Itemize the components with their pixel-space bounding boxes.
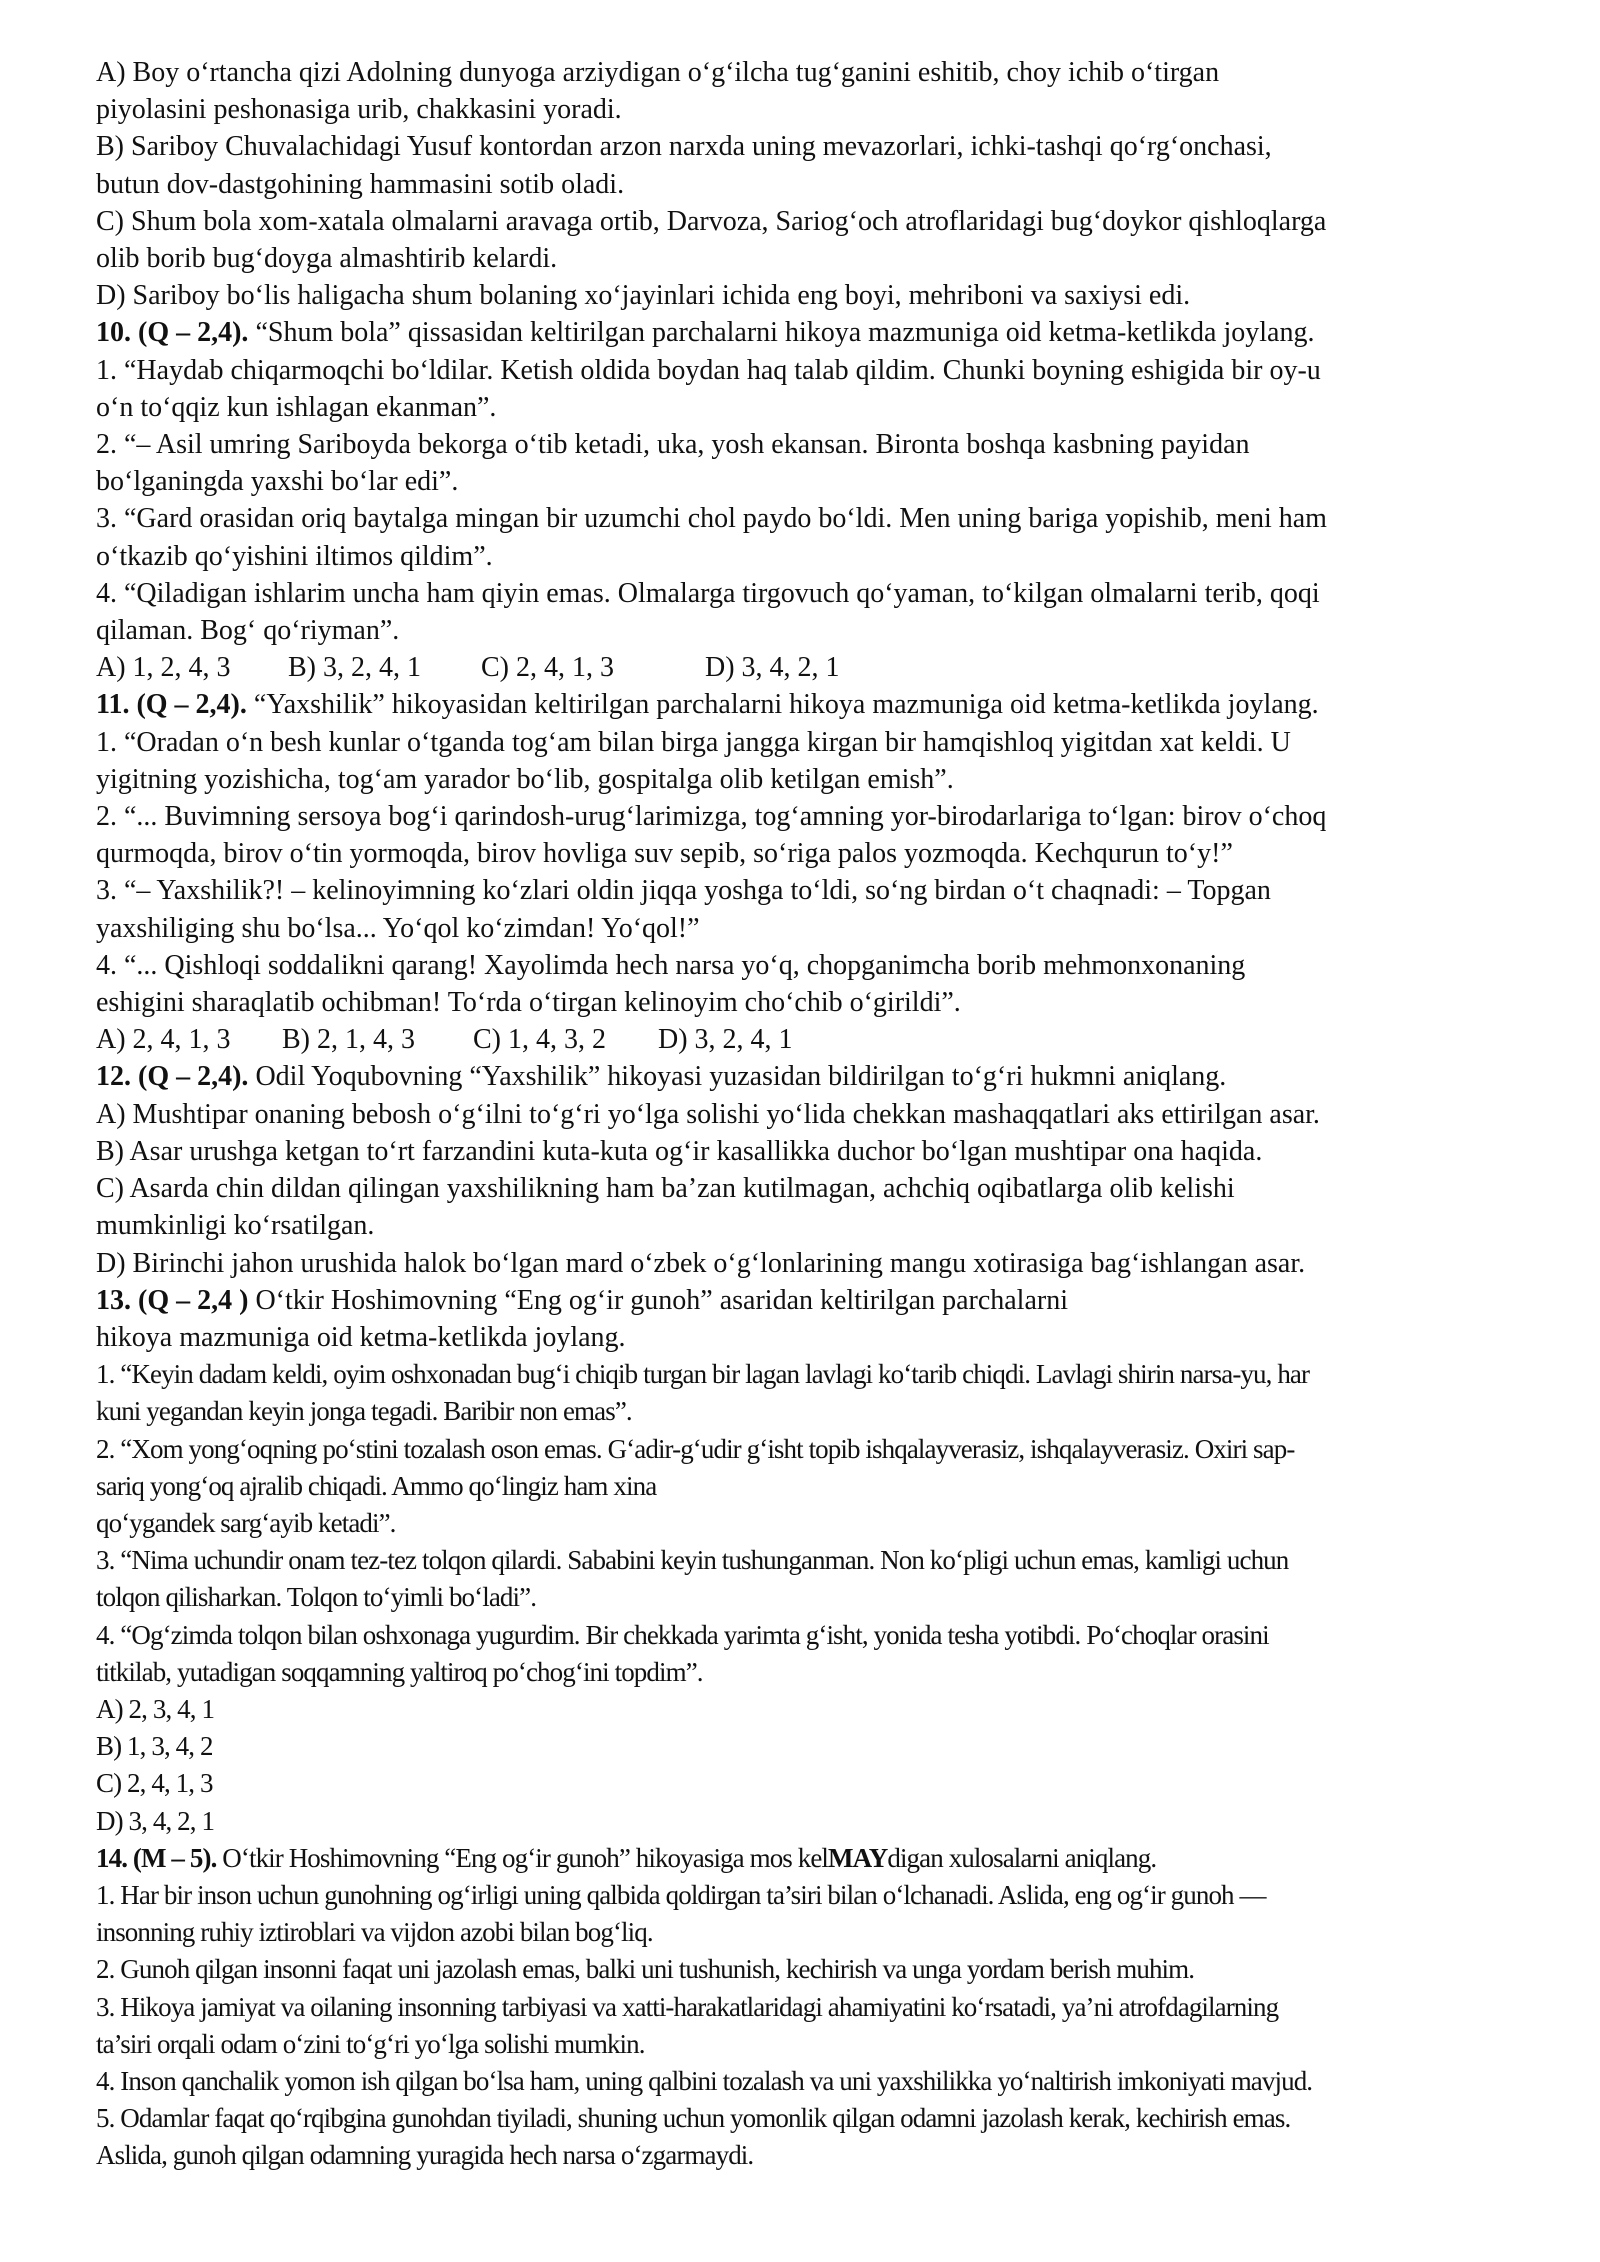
text-line: titkilab, yutadigan soqqamning yaltiroq po‘chog‘ini topdim”. (96, 1656, 703, 1687)
text-line: qo‘ygandek sarg‘ayib ketadi”. (96, 1507, 396, 1538)
answer-option-b: B) 1, 3, 4, 2 (96, 1731, 213, 1762)
question-heading (96, 686, 1516, 723)
question-number: 14. (M – 5). (96, 1842, 217, 1873)
text-line: C) Shum bola xom-xatala olmalarni aravaga ortib, Darvoza, Sariog‘och atroflaridagi bug‘doykor qishloqlarga (96, 205, 1327, 237)
text-line: 5. Odamlar faqat qo‘rqibgina gunohdan tiyiladi, shuning uchun yomonlik qilgan odamni jazolash kerak, kechirish emas. (96, 2103, 1291, 2134)
q9-options (96, 54, 1516, 314)
passage-item (96, 724, 1516, 798)
text-line: Aslida, gunoh qilgan odamning yuragida hech narsa o‘zgarmaydi. (96, 2140, 754, 2171)
question-text-end: digan xulosalarni aniqlang. (887, 1842, 1157, 1873)
text-line: 3. “Gard orasidan oriq baytalga mingan bir uzumchi chol paydo bo‘ldi. Men uning bariga yopishib, meni ham (96, 503, 1327, 535)
text-line: yaxshiliging shu bo‘lsa... Yo‘qol ko‘zimdan! Yo‘qol!” (96, 912, 700, 944)
passage-item (96, 1617, 1516, 1691)
answer-options (96, 1021, 1516, 1058)
question-text: Odil Yoqubovning “Yaxshilik” hikoyasi yuzasidan bildirilgan to‘g‘ri hukmni aniqlang. (248, 1061, 1227, 1093)
text-line: D) Birinchi jahon urushida halok bo‘lgan mard o‘zbek o‘g‘lonlarining mangu xotirasiga bag‘ishlangan asar. (96, 1247, 1306, 1279)
question-text: “Shum bola” qissasidan keltirilgan parchalarni hikoya mazmuniga oid ketma-ketlikda joylang. (248, 317, 1315, 349)
question-13 (96, 1282, 1516, 1840)
answer-option-d: D) 3, 4, 2, 1 (705, 652, 840, 684)
text-line: 2. Gunoh qilgan insonni faqat uni jazolash emas, balki uni tushunish, kechirish va unga yordam berish muhim. (96, 1954, 1195, 1985)
answer-option-c: C) 1, 4, 3, 2 (473, 1024, 606, 1056)
passage-item (96, 1431, 1516, 1543)
text-line: o‘tkazib qo‘yishini iltimos qildim”. (96, 540, 493, 572)
passage-item (96, 352, 1516, 426)
answer-option-b: B) 2, 1, 4, 3 (282, 1024, 415, 1056)
text-line: 1. Har bir inson uchun gunohning og‘irligi uning qalbida qoldirgan ta’siri bilan o‘lchanadi. Aslida, eng og‘ir gunoh — (96, 1879, 1266, 1910)
text-line: 4. “... Qishloqi soddalikni qarang! Xayolimda hech narsa yo‘q, chopganimcha borib mehmonxonaning (96, 949, 1246, 981)
text-line: ta’siri orqali odam o‘zini to‘g‘ri yo‘lga solishi mumkin. (96, 2028, 645, 2059)
text-line: 4. “Og‘zimda tolqon bilan oshxonaga yugurdim. Bir chekkada yarimta g‘isht, yonida tesha yotibdi. Po‘choqlar orasini (96, 1619, 1269, 1650)
text-line: 1. “Keyin dadam keldi, oyim oshxonadan bug‘i chiqib turgan bir lagan lavlagi ko‘tarib chiqdi. Lavlagi shirin narsa-yu, har (96, 1359, 1310, 1390)
passage-item (96, 1356, 1516, 1430)
text-line: C) Asarda chin dildan qilingan yaxshilikning ham ba’zan kutilmagan, achchiq oqibatlarga olib kelishi (96, 1173, 1235, 1205)
document-page (96, 54, 1516, 2175)
question-14 (96, 1840, 1516, 2175)
text-line: 3. “– Yaxshilik?! – kelinoyimning ko‘zlari oldin jiqqa yoshga to‘ldi, so‘ng birdan o‘t chaqnadi: – Topgan (96, 875, 1271, 907)
conclusion-item (96, 1989, 1516, 2063)
text-line: 1. “Haydab chiqarmoqchi bo‘ldilar. Ketish oldida boydan haq talab qildim. Chunki boyning eshigida bir oy-u (96, 354, 1321, 386)
passage-item (96, 872, 1516, 946)
question-number: 10. (Q – 2,4). (96, 317, 249, 349)
answer-option-d: D) 3, 2, 4, 1 (658, 1024, 793, 1056)
question-text: O‘tkir Hoshimovning “Eng og‘ir gunoh” asaridan keltirilgan parchalarni (248, 1284, 1068, 1316)
question-text-continued: hikoya mazmuniga oid ketma-ketlikda joylang. (96, 1321, 626, 1353)
text-line: 3. Hikoya jamiyat va oilaning insonning tarbiyasi va xatti-harakatlaridagi ahamiyatini ko‘rsatadi, ya’ni atrofdagilarning (96, 1991, 1279, 2022)
text-line: insonning ruhiy iztiroblari va vijdon azobi bilan bog‘liq. (96, 1917, 653, 1948)
q9-option-d (96, 277, 1516, 314)
text-line: mumkinligi ko‘rsatilgan. (96, 1210, 375, 1242)
text-line: 3. “Nima uchundir onam tez-tez tolqon qilardi. Sababini keyin tushunganman. Non ko‘pligi uchun emas, kamligi uchun (96, 1545, 1289, 1576)
text-line: 4. Inson qanchalik yomon ish qilgan bo‘lsa ham, uning qalbini tozalash va uni yaxshilikka yo‘naltirish imkoniyati mavjud. (96, 2065, 1313, 2096)
answer-option-d (96, 1245, 1516, 1282)
question-heading (96, 1840, 1516, 1877)
q9-option-b (96, 128, 1516, 202)
passage-item (96, 1542, 1516, 1616)
text-line: qurmoqda, birov o‘tin yormoqda, birov hovliga suv sepib, so‘riga palos yozmoqda. Kechqurun to‘y!” (96, 838, 1233, 870)
answer-option-a: A) 2, 4, 1, 3 (96, 1024, 231, 1056)
conclusion-item (96, 2100, 1516, 2174)
text-line: o‘n to‘qqiz kun ishlagan ekanman”. (96, 391, 497, 423)
answer-option-b: B) 3, 2, 4, 1 (288, 652, 421, 684)
answer-option-c: C) 2, 4, 1, 3 (96, 1768, 213, 1799)
text-line: 2. “– Asil umring Sariboyda bekorga o‘tib ketadi, uka, yosh ekansan. Bironta boshqa kasbning payidan (96, 429, 1250, 461)
question-heading (96, 1282, 1516, 1319)
text-line: 2. “Xom yong‘oqning po‘stini tozalash oson emas. G‘adir-g‘udir g‘isht topib ishqalayverasiz, ishqalayverasiz. Oxiri sap- (96, 1433, 1295, 1464)
conclusion-item (96, 1877, 1516, 1951)
question-number: 11. (Q – 2,4). (96, 689, 247, 721)
conclusion-item (96, 2063, 1516, 2100)
text-line: A) Mushtipar onaning bebosh o‘g‘ilni to‘g‘ri yo‘lga solishi yo‘lida chekkan mashaqqatlari aks ettirilgan asar. (96, 1098, 1320, 1130)
passage-item (96, 947, 1516, 1021)
answer-option-c: C) 2, 4, 1, 3 (481, 652, 614, 684)
passage-item (96, 500, 1516, 574)
question-10 (96, 314, 1516, 686)
passage-item (96, 426, 1516, 500)
answer-options (96, 649, 1516, 686)
text-line: B) Sariboy Chuvalachidagi Yusuf kontordan arzon narxda uning mevazorlari, ichki-tashqi qo‘rg‘onchasi, (96, 131, 1272, 163)
text-line: qilaman. Bog‘ qo‘riyman”. (96, 615, 400, 647)
answer-option-a (96, 1096, 1516, 1133)
q9-option-c (96, 203, 1516, 277)
question-text: O‘tkir Hoshimovning “Eng og‘ir gunoh” hikoyasiga mos kel (216, 1842, 829, 1873)
question-12 (96, 1058, 1516, 1281)
question-text: “Yaxshilik” hikoyasidan keltirilgan parchalarni hikoya mazmuniga oid ketma-ketlikda joylang. (246, 689, 1319, 721)
answer-option-a: A) 2, 3, 4, 1 (96, 1693, 215, 1724)
answer-option-b (96, 1133, 1516, 1170)
text-line: 2. “... Buvimning sersoya bog‘i qarindosh-urug‘larimizga, tog‘amning yor-birodarlariga to‘lgan: birov o‘choq (96, 801, 1327, 833)
text-line: B) Asar urushga ketgan to‘rt farzandini kuta-kuta og‘ir kasallikka duchor bo‘lgan mushtipar ona haqida. (96, 1135, 1263, 1167)
text-line: kuni yegandan keyin jonga tegadi. Baribir non emas”. (96, 1396, 632, 1427)
text-line: 4. “Qiladigan ishlarim uncha ham qiyin emas. Olmalarga tirgovuch qo‘yaman, to‘kilgan olmalarni terib, qoqi (96, 577, 1320, 609)
question-heading (96, 1058, 1516, 1095)
text-line: bo‘lganingda yaxshi bo‘lar edi”. (96, 466, 459, 498)
text-line: tolqon qilisharkan. Tolqon to‘yimli bo‘ladi”. (96, 1582, 537, 1613)
conclusion-item (96, 1951, 1516, 1988)
text-line: yigitning yozishicha, tog‘am yarador bo‘lib, gospitalga olib ketilgan emish”. (96, 763, 954, 795)
text-line: 1. “Oradan o‘n besh kunlar o‘tganda tog‘am bilan birga jangga kirgan bir hamqishloq yigitdan xat keldi. U (96, 726, 1291, 758)
q13-passages (96, 1356, 1516, 1840)
answer-option-a: A) 1, 2, 4, 3 (96, 652, 231, 684)
text-line: sariq yong‘oq ajralib chiqadi. Ammo qo‘lingiz ham xina (96, 1470, 657, 1501)
question-heading (96, 314, 1516, 351)
text-line: eshigini sharaqlatib ochibman! To‘rda o‘tirgan kelinoyim cho‘chib o‘girildi”. (96, 987, 961, 1019)
question-number: 13. (Q – 2,4 ) (96, 1284, 249, 1316)
text-line: butun dov-dastgohining hammasini sotib oladi. (96, 168, 625, 200)
text-line: A) Boy o‘rtancha qizi Adolning dunyoga arziydigan o‘g‘ilcha tug‘ganini eshitib, choy ichib o‘tirgan (96, 57, 1220, 88)
answer-option-c (96, 1170, 1516, 1244)
passage-item (96, 798, 1516, 872)
answer-option-d: D) 3, 4, 2, 1 (96, 1805, 215, 1836)
q9-option-a (96, 54, 1516, 128)
question-emphasis: MAY (828, 1842, 888, 1873)
question-number: 12. (Q – 2,4). (96, 1061, 249, 1093)
text-line: D) Sariboy bo‘lis haligacha shum bolaning xo‘jayinlari ichida eng boyi, mehriboni va saxiysi edi. (96, 280, 1191, 312)
text-line: piyolasini peshonasiga urib, chakkasini yoradi. (96, 94, 622, 126)
passage-item (96, 575, 1516, 649)
question-11 (96, 686, 1516, 1058)
text-line: olib borib bug‘doyga almashtirib kelardi. (96, 243, 558, 275)
